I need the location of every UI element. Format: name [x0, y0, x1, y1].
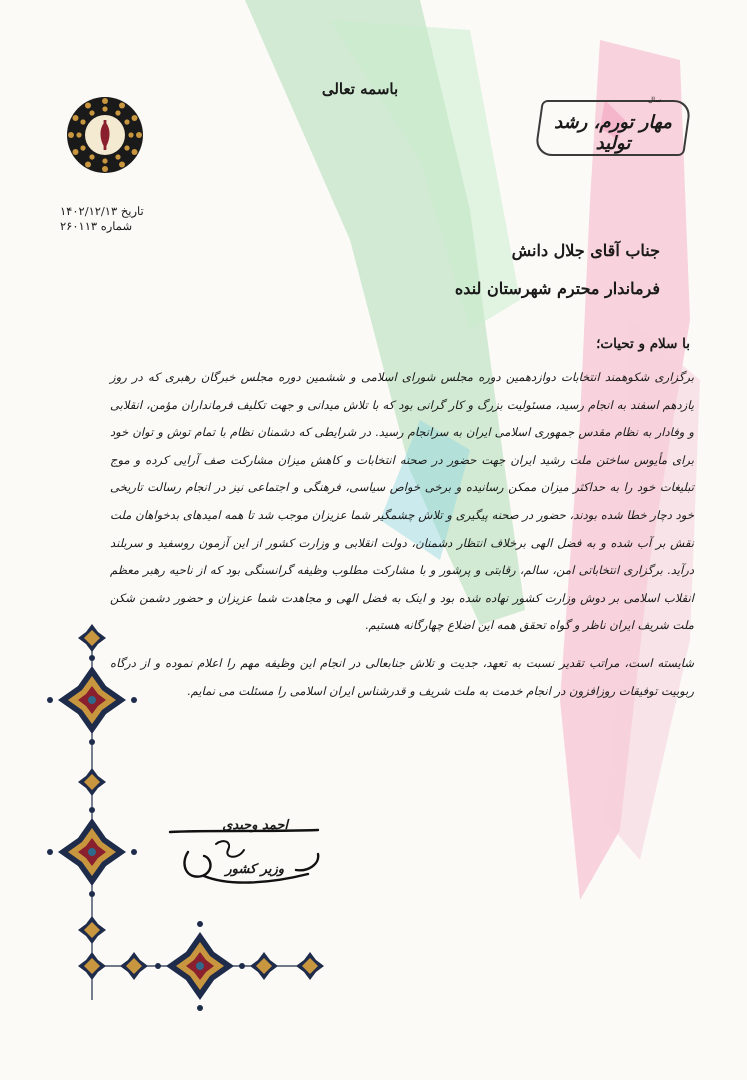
ornament-medallion-2	[47, 807, 137, 897]
signer-name: احمد وحیدی	[222, 818, 288, 833]
number-label: شماره ۲۶۰۱۱۳	[60, 219, 133, 233]
ornament-small-6	[250, 952, 278, 980]
ornament-small-4	[78, 952, 106, 980]
ornament-small-3	[78, 916, 106, 944]
ornament-small-7	[296, 952, 324, 980]
ornament-small-5	[120, 952, 148, 980]
body-paragraph-2: شایسته است، مراتب تقدیر نسبت به تعهد، جدیت و تلاش جنابعالی در انجام این وظیفه مهم را اعلام نموده و از درگاه ربوبیت توفیقات روزافزون در انجام خدمت به ملت شریف و قدرشناس ایران اسلامی را مسئلت می نمایم.	[110, 655, 694, 698]
ornament-small-2	[78, 768, 106, 796]
ornament-medallion-1	[47, 655, 137, 745]
slogan-text: مهار تورم، رشد تولید	[554, 112, 672, 154]
bismillah-heading: باسمه تعالی	[321, 80, 399, 98]
date-label: تاریخ ۱۴۰۲/۱۲/۱۳	[60, 204, 144, 218]
recipient-title: فرماندار محترم شهرستان لنده	[454, 279, 660, 298]
signer-title: وزیر کشور	[225, 862, 284, 877]
body-paragraph-1: برگزاری شکوهمند انتخابات دوازدهمین دوره مجلس شورای اسلامی و ششمین دوره مجلس خبرگان رهبری که در روز یازدهم اسفند به انجام رسید، مسئولیت بزرگ و کار گرانی بود که با تلاش میدانی و جهت تکلیف فرمانداران مؤمن، انقلابی و وفادار به نظام مقدس جمهوری اسلامی ایران به سرانجام رسید. در شرایطی که دشمنان نظام با تمام توش و توان خود برای مأیوس ساختن ملت رشید ایران جهت حضور در صحنه انتخابات و کاهش میزان مشارکت صف آرایی کرده و موج تبلیغات خود را به حداکثر میزان ممکن رسانیده و برخی خواص سیاسی، فرهنگی و اجتماعی نیز در انجام رسالت تاریخی خود دچار خطا شده بودند، حضور در صحنه پیگیری و تلاش چشمگیر شما عزیزان موجب شد تا همه امیدهای بدخواهان ملت نقش بر آب شده و به فضل الهی برخلاف انتظار دشمنان، دولت انقلابی و وزارت کشور از این آزمون روسفید و سربلند درآید. برگزاری انتخاباتی امن، سالم، رقابتی و پرشور و با مشارکت مطلوب وظیفه گرانسنگی بود که از ناحیه رهبر معظم انقلاب اسلامی بر دوش وزارت کشور نهاده شده بود و اینک به فضل الهی و مجاهدت شما عزیزان و حضور دشمن شکن ملت شریف ایران ناظر و گواه تحقق همه این اضلاع چهارگانه هستیم.	[110, 370, 694, 633]
ornament-medallion-3	[155, 921, 245, 1011]
ornament-small-1	[78, 624, 106, 652]
recipient-name: جناب آقای جلال دانش	[511, 241, 660, 260]
slogan-year-label: سال	[648, 96, 662, 104]
greeting: با سلام و تحیات؛	[596, 336, 690, 352]
